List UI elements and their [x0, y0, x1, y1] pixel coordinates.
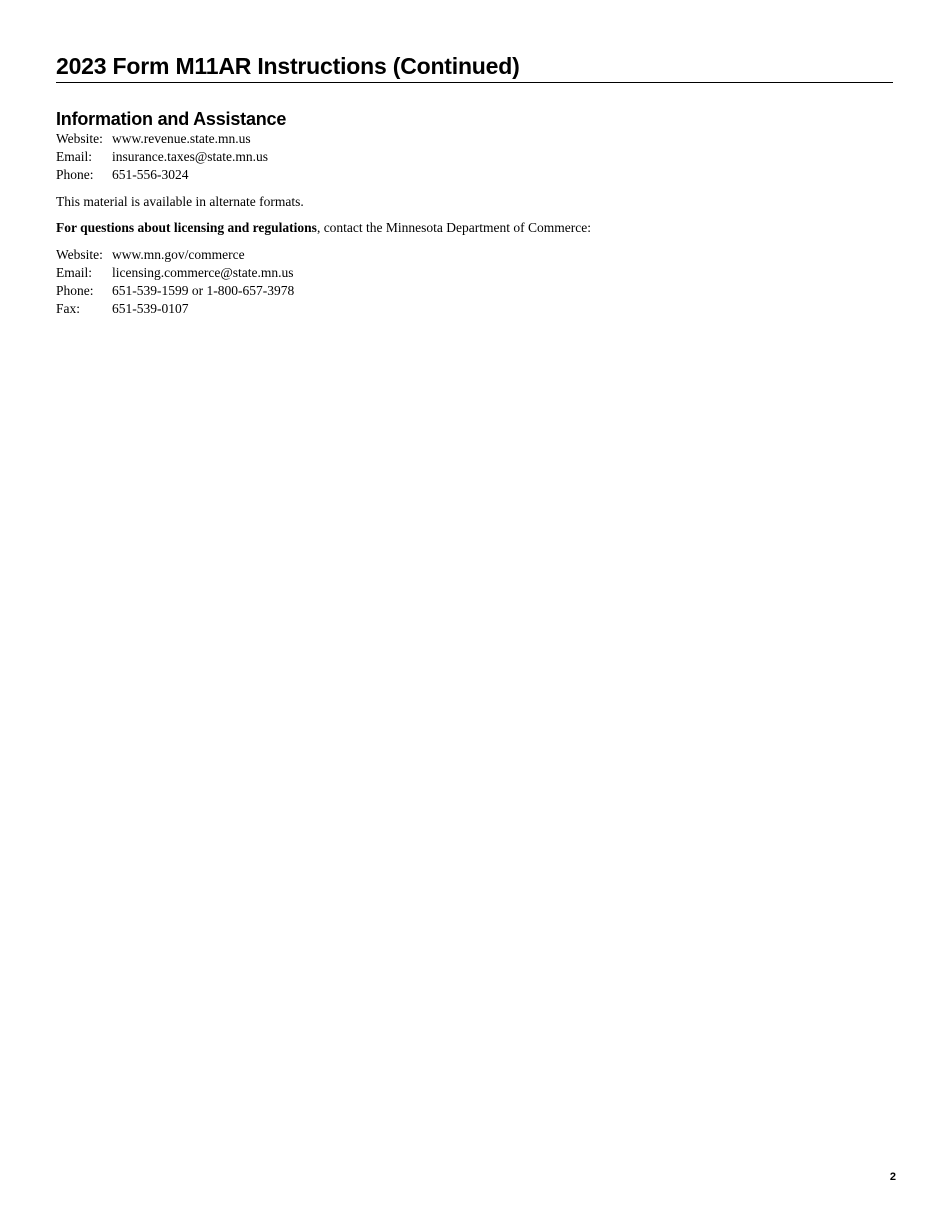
commerce-email-value: licensing.commerce@state.mn.us	[112, 265, 294, 280]
commerce-contact-list	[56, 246, 893, 318]
page-number: 2	[889, 1171, 896, 1183]
commerce-intro-bold: For questions about licensing and regulations	[56, 220, 317, 235]
revenue-contact-list	[56, 130, 893, 184]
phone-label: Phone:	[56, 167, 94, 182]
section-heading: Information and Assistance	[56, 109, 287, 129]
email-label: Email:	[56, 149, 92, 164]
website-label: Website:	[56, 247, 103, 262]
commerce-phone-row	[56, 282, 893, 300]
commerce-fax-value: 651-539-0107	[112, 301, 189, 316]
commerce-fax-row	[56, 300, 893, 318]
revenue-email-value: insurance.taxes@state.mn.us	[112, 149, 269, 164]
commerce-intro-rest: , contact the Minnesota Department of Commerce:	[316, 220, 591, 235]
revenue-phone-row	[56, 166, 893, 184]
alternate-formats-note: This material is available in alternate formats.	[56, 194, 304, 209]
commerce-phone-value: 651-539-1599 or 1-800-657-3978	[112, 283, 295, 298]
page-title: 2023 Form M11AR Instructions (Continued)	[56, 53, 520, 79]
fax-label: Fax:	[56, 301, 81, 316]
information-and-assistance-section	[56, 108, 893, 318]
revenue-website-row	[56, 130, 893, 148]
commerce-email-row	[56, 264, 893, 282]
commerce-website-value: www.mn.gov/commerce	[112, 247, 245, 262]
website-label: Website:	[56, 131, 103, 146]
page-header	[56, 52, 893, 83]
commerce-website-row	[56, 246, 893, 264]
phone-label: Phone:	[56, 283, 94, 298]
commerce-intro	[56, 219, 893, 237]
email-label: Email:	[56, 265, 92, 280]
revenue-email-row	[56, 148, 893, 166]
revenue-website-value: www.revenue.state.mn.us	[112, 131, 251, 146]
revenue-phone-value: 651-556-3024	[112, 167, 189, 182]
